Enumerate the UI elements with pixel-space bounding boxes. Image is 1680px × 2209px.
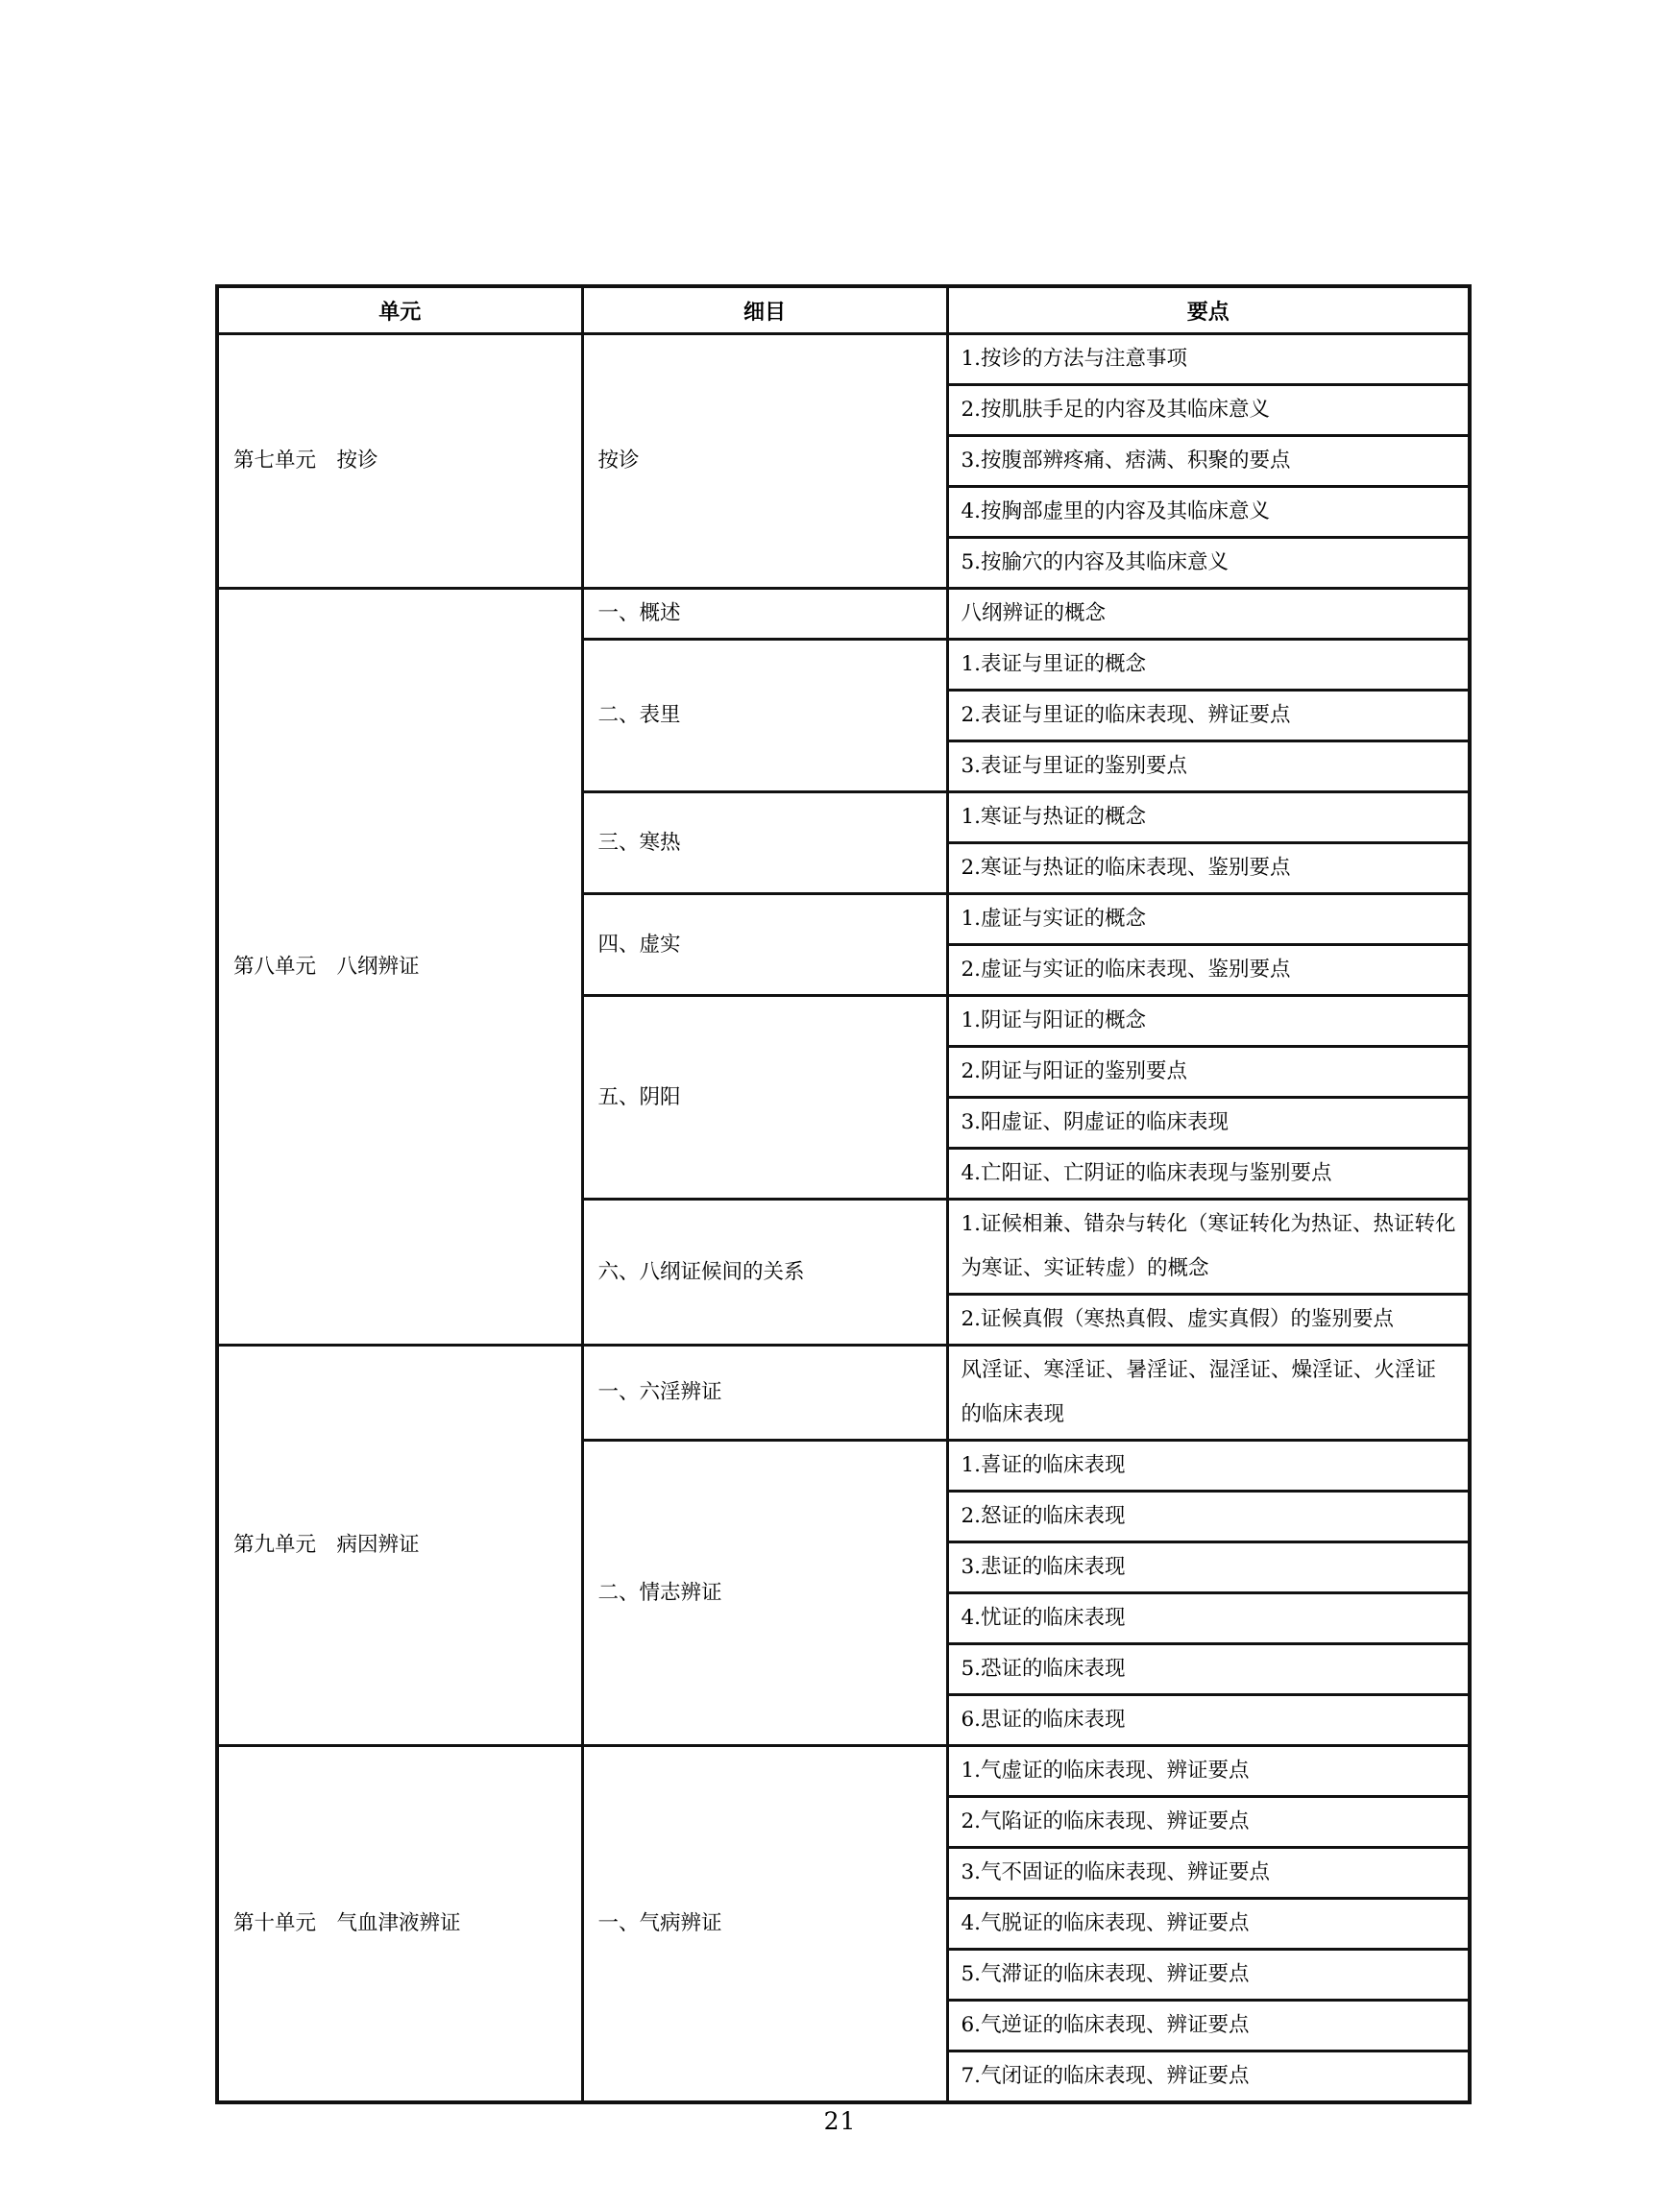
syllabus-table-container [215,284,1472,2104]
table-header-row [217,286,1470,334]
point-cell: 5.按腧穴的内容及其临床意义 [947,538,1470,589]
point-cell: 6.气逆证的临床表现、辨证要点 [947,2001,1470,2051]
point-cell: 7.气闭证的临床表现、辨证要点 [947,2051,1470,2103]
point-cell: 2.表证与里证的临床表现、辨证要点 [947,691,1470,741]
point-cell: 2.证候真假（寒热真假、虚实真假）的鉴别要点 [947,1295,1470,1346]
point-cell: 2.阴证与阳证的鉴别要点 [947,1047,1470,1098]
unit-cell: 第七单元 按诊 [217,334,582,589]
point-cell: 3.阳虚证、阴虚证的临床表现 [947,1098,1470,1149]
point-cell: 4.按胸部虚里的内容及其临床意义 [947,487,1470,538]
point-cell: 风淫证、寒淫证、暑淫证、湿淫证、燥淫证、火淫证的临床表现 [947,1346,1470,1441]
item-cell: 六、八纲证候间的关系 [582,1200,947,1346]
item-cell: 二、表里 [582,640,947,792]
table-header-item: 细目 [582,286,947,334]
point-cell: 1.证候相兼、错杂与转化（寒证转化为热证、热证转化为寒证、实证转虚）的概念 [947,1200,1470,1295]
point-cell: 1.按诊的方法与注意事项 [947,334,1470,385]
point-cell: 4.忧证的临床表现 [947,1593,1470,1644]
point-cell: 1.阴证与阳证的概念 [947,996,1470,1047]
table-row [217,1346,1470,1441]
point-cell: 1.气虚证的临床表现、辨证要点 [947,1746,1470,1797]
item-cell: 一、气病辨证 [582,1746,947,2103]
syllabus-table [215,284,1472,2104]
point-cell: 2.气陷证的临床表现、辨证要点 [947,1797,1470,1848]
item-cell: 五、阴阳 [582,996,947,1200]
point-cell: 1.喜证的临床表现 [947,1441,1470,1492]
item-cell: 三、寒热 [582,792,947,894]
point-cell: 八纲辨证的概念 [947,589,1470,640]
point-cell: 2.按肌肤手足的内容及其临床意义 [947,385,1470,436]
unit-cell: 第九单元 病因辨证 [217,1346,582,1746]
item-cell: 一、六淫辨证 [582,1346,947,1441]
table-header-point: 要点 [947,286,1470,334]
unit-cell: 第十单元 气血津液辨证 [217,1746,582,2103]
point-cell: 2.寒证与热证的临床表现、鉴别要点 [947,843,1470,894]
point-cell: 3.按腹部辨疼痛、痞满、积聚的要点 [947,436,1470,487]
syllabus-table-body [217,334,1470,2103]
table-row [217,1746,1470,1797]
table-row [217,589,1470,640]
table-header-unit: 单元 [217,286,582,334]
page-number: 21 [823,2107,857,2135]
item-cell: 按诊 [582,334,947,589]
table-row [217,334,1470,385]
point-cell: 6.思证的临床表现 [947,1695,1470,1746]
point-cell: 3.气不固证的临床表现、辨证要点 [947,1848,1470,1899]
point-cell: 1.表证与里证的概念 [947,640,1470,691]
item-cell: 四、虚实 [582,894,947,996]
point-cell: 4.亡阳证、亡阴证的临床表现与鉴别要点 [947,1149,1470,1200]
item-cell: 二、情志辨证 [582,1441,947,1746]
point-cell: 2.虚证与实证的临床表现、鉴别要点 [947,945,1470,996]
point-cell: 1.寒证与热证的概念 [947,792,1470,843]
point-cell: 3.悲证的临床表现 [947,1542,1470,1593]
point-cell: 2.怒证的临床表现 [947,1492,1470,1542]
point-cell: 5.气滞证的临床表现、辨证要点 [947,1950,1470,2001]
item-cell: 一、概述 [582,589,947,640]
point-cell: 4.气脱证的临床表现、辨证要点 [947,1899,1470,1950]
point-cell: 3.表证与里证的鉴别要点 [947,741,1470,792]
point-cell: 1.虚证与实证的概念 [947,894,1470,945]
point-cell: 5.恐证的临床表现 [947,1644,1470,1695]
unit-cell: 第八单元 八纲辨证 [217,589,582,1346]
